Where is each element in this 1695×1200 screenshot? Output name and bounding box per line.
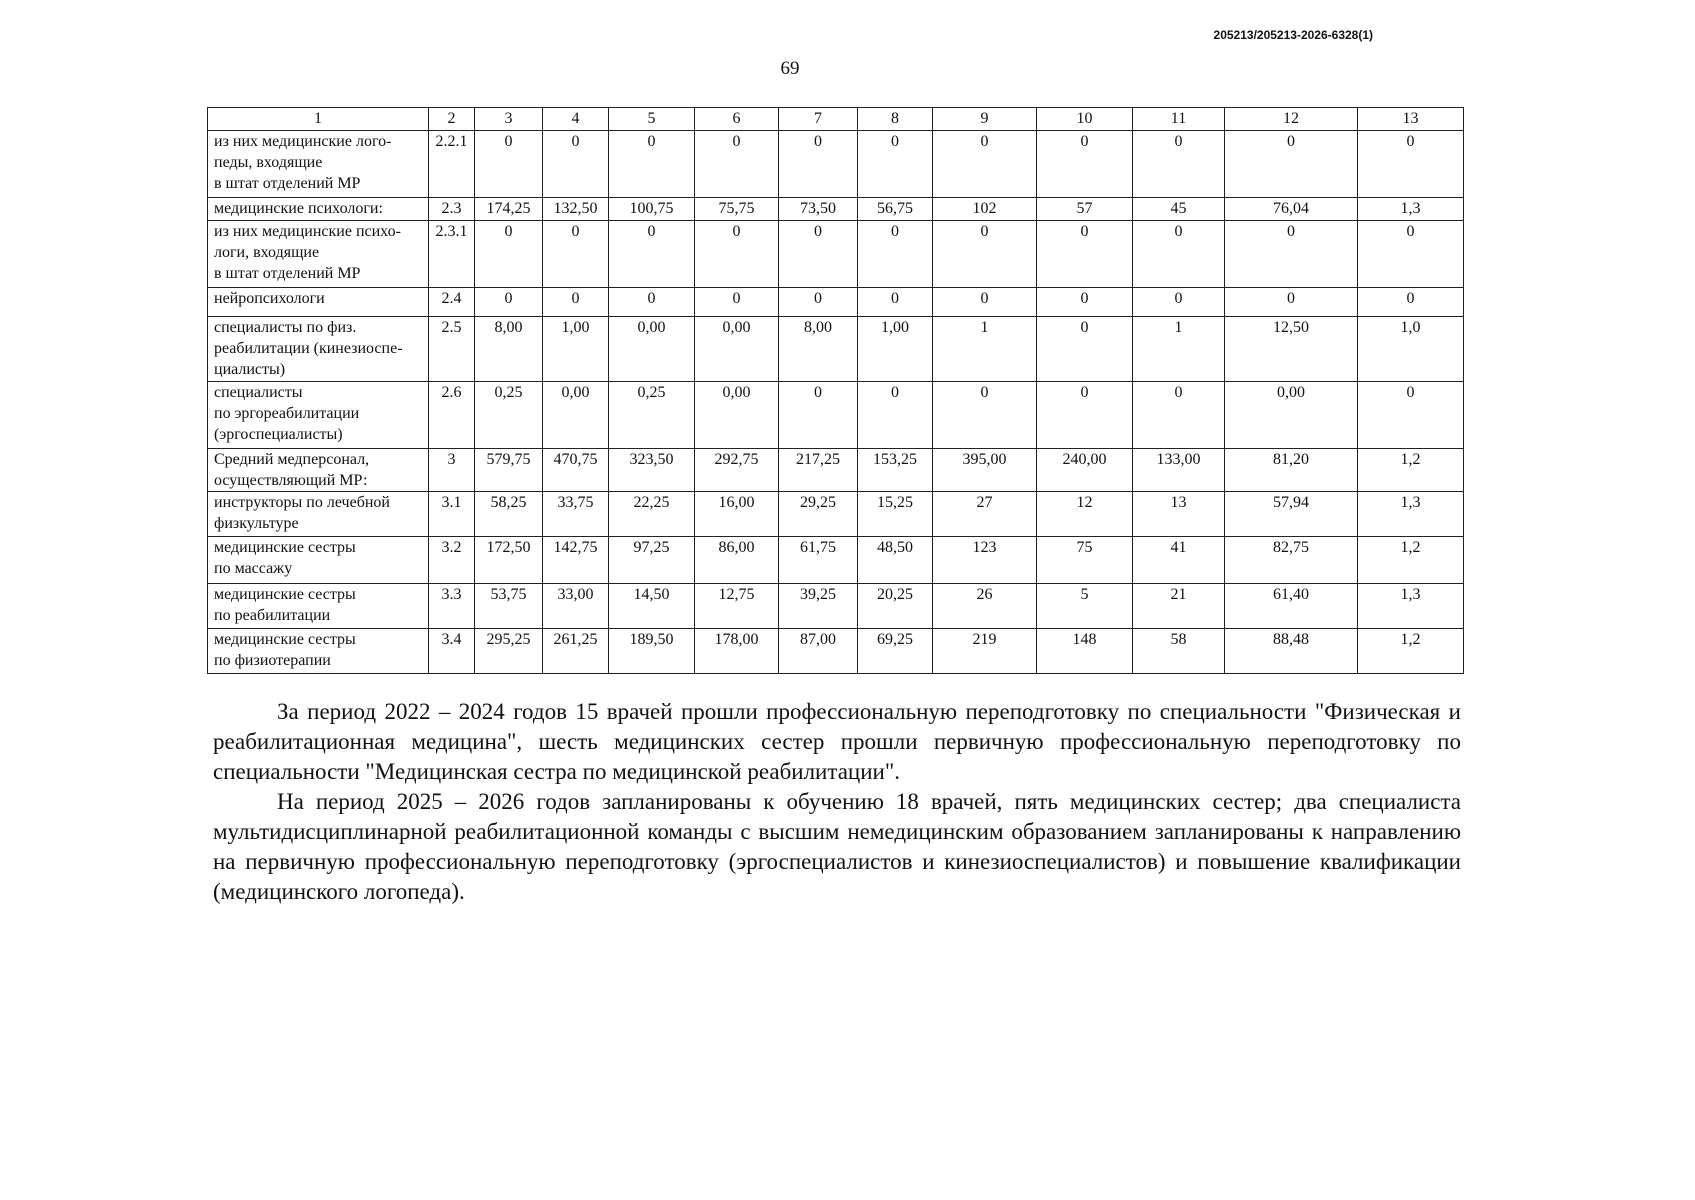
column-header: 2 xyxy=(429,108,475,131)
column-header: 11 xyxy=(1133,108,1225,131)
table-header-row xyxy=(208,108,1464,131)
table-cell: 53,75 xyxy=(475,584,543,629)
table-cell: 395,00 xyxy=(933,449,1037,492)
table-cell: 1,3 xyxy=(1358,198,1464,221)
table-cell: 240,00 xyxy=(1037,449,1133,492)
column-header: 3 xyxy=(475,108,543,131)
table-cell: 0 xyxy=(858,382,933,449)
table-cell: 13 xyxy=(1133,492,1225,537)
table-row xyxy=(208,198,1464,221)
table-cell: 1,2 xyxy=(1358,537,1464,584)
table-cell: 69,25 xyxy=(858,629,933,674)
table-cell: 21 xyxy=(1133,584,1225,629)
table-cell: 33,00 xyxy=(543,584,609,629)
table-cell: 132,50 xyxy=(543,198,609,221)
table-cell: 0 xyxy=(1225,131,1358,198)
table-cell: 261,25 xyxy=(543,629,609,674)
table-cell: 1,3 xyxy=(1358,492,1464,537)
column-header: 4 xyxy=(543,108,609,131)
column-header: 13 xyxy=(1358,108,1464,131)
table-cell: 100,75 xyxy=(609,198,695,221)
table-row xyxy=(208,288,1464,317)
table-cell: 0 xyxy=(1037,288,1133,317)
table-cell: 0 xyxy=(695,131,779,198)
table-cell: 219 xyxy=(933,629,1037,674)
table-row xyxy=(208,584,1464,629)
column-header: 9 xyxy=(933,108,1037,131)
page-number: 69 xyxy=(780,58,800,79)
column-header: 5 xyxy=(609,108,695,131)
table-cell: 178,00 xyxy=(695,629,779,674)
row-code: 3.4 xyxy=(429,629,475,674)
column-header: 12 xyxy=(1225,108,1358,131)
table-cell: 0 xyxy=(933,382,1037,449)
table-cell: 0 xyxy=(475,131,543,198)
table-cell: 102 xyxy=(933,198,1037,221)
table-cell: 0,00 xyxy=(1225,382,1358,449)
table-cell: 1,0 xyxy=(1358,317,1464,382)
table-cell: 1,00 xyxy=(858,317,933,382)
table-cell: 86,00 xyxy=(695,537,779,584)
table-cell: 0 xyxy=(858,221,933,288)
table-cell: 0 xyxy=(1133,221,1225,288)
table-cell: 15,25 xyxy=(858,492,933,537)
table-cell: 1,3 xyxy=(1358,584,1464,629)
table-cell: 0 xyxy=(695,288,779,317)
table-cell: 0 xyxy=(1037,131,1133,198)
document-id: 205213/205213-2026-6328(1) xyxy=(1213,28,1373,42)
row-code: 2.2.1 xyxy=(429,131,475,198)
table-cell: 0 xyxy=(1358,288,1464,317)
row-label: медицинские сестры по реабилитации xyxy=(208,584,429,629)
table-cell: 0,00 xyxy=(543,382,609,449)
table-row xyxy=(208,537,1464,584)
table-cell: 292,75 xyxy=(695,449,779,492)
table-cell: 0,25 xyxy=(609,382,695,449)
table-cell: 58,25 xyxy=(475,492,543,537)
column-header: 1 xyxy=(208,108,429,131)
row-label: специалисты по эргореабилитации (эргоспециалисты) xyxy=(208,382,429,449)
column-header: 8 xyxy=(858,108,933,131)
table-cell: 0 xyxy=(543,288,609,317)
table-cell: 0 xyxy=(695,221,779,288)
table-cell: 0 xyxy=(1358,221,1464,288)
paragraph: За период 2022 – 2024 годов 15 врачей прошли профессиональную переподготовку по специальности "Физическая и реабилитационная медицина", шесть медицинских сестер прошли первичную профессиональную переподготовку по специальности "Медицинская сестра по медицинской реабилитации". xyxy=(213,699,1461,784)
table-cell: 0 xyxy=(779,382,858,449)
staffing-table xyxy=(207,107,1464,674)
row-label: инструкторы по лечебной физкультуре xyxy=(208,492,429,537)
table-cell: 172,50 xyxy=(475,537,543,584)
table-cell: 8,00 xyxy=(779,317,858,382)
table-cell: 0 xyxy=(1037,382,1133,449)
table-cell: 0 xyxy=(609,221,695,288)
table-cell: 323,50 xyxy=(609,449,695,492)
body-text xyxy=(213,697,1461,907)
table-cell: 97,25 xyxy=(609,537,695,584)
table-cell: 58 xyxy=(1133,629,1225,674)
row-code: 2.3 xyxy=(429,198,475,221)
table-cell: 12 xyxy=(1037,492,1133,537)
table-cell: 0 xyxy=(1225,221,1358,288)
table-cell: 33,75 xyxy=(543,492,609,537)
row-code: 2.4 xyxy=(429,288,475,317)
table-row xyxy=(208,629,1464,674)
table-cell: 41 xyxy=(1133,537,1225,584)
table-cell: 0 xyxy=(543,221,609,288)
table-cell: 14,50 xyxy=(609,584,695,629)
table-cell: 133,00 xyxy=(1133,449,1225,492)
table-cell: 57,94 xyxy=(1225,492,1358,537)
row-code: 2.3.1 xyxy=(429,221,475,288)
table-cell: 295,25 xyxy=(475,629,543,674)
row-code: 2.5 xyxy=(429,317,475,382)
row-label: специалисты по физ. реабилитации (кинезиоспе- циалисты) xyxy=(208,317,429,382)
table-cell: 0,00 xyxy=(609,317,695,382)
table-body xyxy=(208,131,1464,674)
table-cell: 153,25 xyxy=(858,449,933,492)
table-cell: 0 xyxy=(858,131,933,198)
table-cell: 0 xyxy=(475,221,543,288)
table-cell: 5 xyxy=(1037,584,1133,629)
table-cell: 0 xyxy=(933,288,1037,317)
table-cell: 12,75 xyxy=(695,584,779,629)
table-cell: 0 xyxy=(1133,382,1225,449)
table-cell: 0 xyxy=(779,288,858,317)
table-cell: 16,00 xyxy=(695,492,779,537)
column-header: 7 xyxy=(779,108,858,131)
table-cell: 0 xyxy=(1133,131,1225,198)
table-cell: 45 xyxy=(1133,198,1225,221)
table-cell: 39,25 xyxy=(779,584,858,629)
table-cell: 0 xyxy=(543,131,609,198)
table-cell: 87,00 xyxy=(779,629,858,674)
row-label: нейропсихологи xyxy=(208,288,429,317)
table-cell: 56,75 xyxy=(858,198,933,221)
row-code: 2.6 xyxy=(429,382,475,449)
table-cell: 20,25 xyxy=(858,584,933,629)
table-cell: 174,25 xyxy=(475,198,543,221)
row-label: медицинские сестры по массажу xyxy=(208,537,429,584)
table-row xyxy=(208,131,1464,198)
table-cell: 0 xyxy=(1133,288,1225,317)
table-cell: 0 xyxy=(1037,221,1133,288)
table-row xyxy=(208,221,1464,288)
table-cell: 1,2 xyxy=(1358,629,1464,674)
table-cell: 61,40 xyxy=(1225,584,1358,629)
table-cell: 0 xyxy=(609,131,695,198)
table-cell: 0,00 xyxy=(695,317,779,382)
table-cell: 189,50 xyxy=(609,629,695,674)
table-cell: 0 xyxy=(779,221,858,288)
table-cell: 0 xyxy=(933,131,1037,198)
table-cell: 579,75 xyxy=(475,449,543,492)
table-cell: 27 xyxy=(933,492,1037,537)
table-cell: 0,00 xyxy=(695,382,779,449)
table-cell: 0 xyxy=(1358,382,1464,449)
table-cell: 0 xyxy=(609,288,695,317)
row-label: из них медицинские психо- логи, входящие в штат отделений МР xyxy=(208,221,429,288)
table-row xyxy=(208,382,1464,449)
table-cell: 148 xyxy=(1037,629,1133,674)
table-cell: 142,75 xyxy=(543,537,609,584)
table-cell: 48,50 xyxy=(858,537,933,584)
table-cell: 0 xyxy=(1037,317,1133,382)
column-header: 6 xyxy=(695,108,779,131)
row-label: из них медицинские лого- педы, входящие в штат отделений МР xyxy=(208,131,429,198)
table-cell: 1,2 xyxy=(1358,449,1464,492)
row-label: медицинские психологи: xyxy=(208,198,429,221)
table-cell: 26 xyxy=(933,584,1037,629)
row-code: 3 xyxy=(429,449,475,492)
table-cell: 470,75 xyxy=(543,449,609,492)
table-cell: 88,48 xyxy=(1225,629,1358,674)
table-cell: 82,75 xyxy=(1225,537,1358,584)
table-cell: 0 xyxy=(475,288,543,317)
row-code: 3.1 xyxy=(429,492,475,537)
table-cell: 81,20 xyxy=(1225,449,1358,492)
table-cell: 57 xyxy=(1037,198,1133,221)
table-cell: 76,04 xyxy=(1225,198,1358,221)
table-cell: 0 xyxy=(858,288,933,317)
table-row xyxy=(208,492,1464,537)
table-cell: 0,25 xyxy=(475,382,543,449)
table-cell: 217,25 xyxy=(779,449,858,492)
table-cell: 0 xyxy=(779,131,858,198)
row-code: 3.3 xyxy=(429,584,475,629)
table-cell: 29,25 xyxy=(779,492,858,537)
row-label: Средний медперсонал, осуществляющий МР: xyxy=(208,449,429,492)
table-cell: 0 xyxy=(933,221,1037,288)
table-cell: 22,25 xyxy=(609,492,695,537)
row-label: медицинские сестры по физиотерапии xyxy=(208,629,429,674)
row-code: 3.2 xyxy=(429,537,475,584)
table-row xyxy=(208,317,1464,382)
table-cell: 1 xyxy=(933,317,1037,382)
table-cell: 1 xyxy=(1133,317,1225,382)
table-cell: 12,50 xyxy=(1225,317,1358,382)
column-header: 10 xyxy=(1037,108,1133,131)
table-row xyxy=(208,449,1464,492)
table-cell: 73,50 xyxy=(779,198,858,221)
table-cell: 1,00 xyxy=(543,317,609,382)
table-cell: 61,75 xyxy=(779,537,858,584)
paragraph: На период 2025 – 2026 годов запланированы к обучению 18 врачей, пять медицинских сестер; два специалиста мультидисциплинарной реабилитационной команды с высшим немедицинским образованием запланированы к направлению на первичную профессиональную переподготовку (эргоспециалистов и кинезиоспециалистов) и повышение квалификации (медицинского логопеда). xyxy=(213,789,1461,904)
table-cell: 0 xyxy=(1225,288,1358,317)
table-cell: 8,00 xyxy=(475,317,543,382)
table-cell: 123 xyxy=(933,537,1037,584)
table-cell: 0 xyxy=(1358,131,1464,198)
table-cell: 75,75 xyxy=(695,198,779,221)
table-cell: 75 xyxy=(1037,537,1133,584)
